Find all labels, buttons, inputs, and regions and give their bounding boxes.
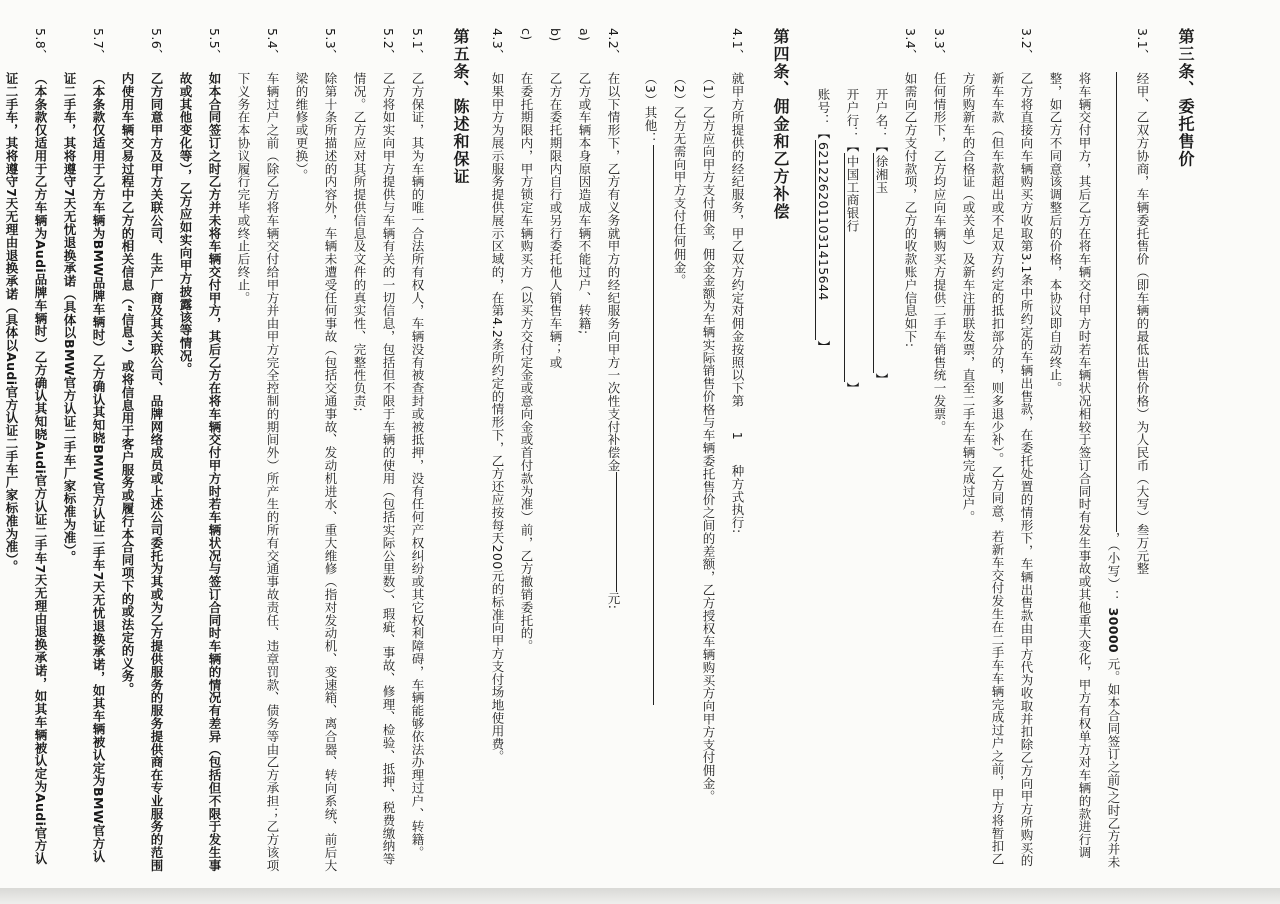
clause-3-4 (896, 28, 925, 872)
contract-text (4, 28, 1200, 872)
option-2-text: （2）乙方无需向甲方支付任何佣金。 (672, 72, 687, 287)
account-number-row: 账号：【6212262011031415644】 (816, 88, 831, 354)
clause-5-8-text: （本条款仅适用于乙方车辆为Audi品牌车辆时）乙方确认其知晓Audi官方认证二手车7天无理由退换承诺，如其车辆被认定为Audi官方认证二手车，其将遵守7天无理由退换承诺（具体以Audi官方认证二手车厂家标准为准）。 (4, 72, 48, 866)
clause-5-5 (171, 28, 229, 872)
account-name-row: 开户名：【徐湘玉】 (874, 88, 889, 387)
option-1-text: （1）乙方应向甲方支付佣金，佣金金额为车辆实际销售价格与车辆委托售价之间的差额，乙方授权车辆购买方向甲方支付佣金。 (701, 72, 716, 803)
clause-number: 5.6、 (149, 28, 164, 62)
clause-3-1-text-b: ，（小写）： (1106, 532, 1121, 604)
clause-5-2 (345, 28, 403, 872)
clause-3-2-text: 乙方将直接向车辆购买方收取第3.1条中所约定的车辆出售款，在委托处置的情形下，车辆出售款由甲方代为收取并扣除乙方向甲方所购买的新车车款（但车款超出或不足双方约定的抵扣部分的，则多退少补）。乙方同意，若新车交付发生在二手车车辆完成过户之前，甲方将暂扣乙方所购新车的合格证（或关单）及新车注册联发票，直至二手车车辆完成过户。 (961, 72, 1034, 868)
account-number-label: 账号：【 (816, 88, 831, 140)
clause-4-1-option-1 (694, 28, 723, 872)
clause-4-3-text: 如果甲方为展示服务提供展示区域的，在第4.2条所约定的情形下，乙方还应按每天200元的标准向甲方支付场地使用费。 (490, 72, 505, 764)
clause-4-2-text-a: 在以下情形下，乙方有义务就甲方的经纪服务向甲方一次性支付补偿金 (606, 72, 621, 472)
clause-5-1-text: 乙方保证，其为车辆的唯一合法所有权人，车辆没有被查封或被抵押，没有任何产权纠纷或其它权利障碍，车辆能够依法办理过户、转籍。 (410, 72, 425, 859)
item-a-text: 乙方或车辆本身原因造成车辆不能过户、转籍; (577, 72, 592, 335)
clause-5-6-text: 乙方同意甲方及甲方关联公司、生产厂商及其关联公司、品牌网络成员或上述公司委托为其或为乙方提供服务的服务提供商在专业服务的范围内使用车辆交易过程中乙方的相关信息（“信息”）或将信息用于客户服务或履行本合同项下的或法定的义务。 (120, 72, 164, 872)
clause-5-5-text: 如本合同签订之时乙方并未将车辆交付甲方，其后乙方在将车辆交付甲方时若车辆状况与签订合同时车辆的情况有差异（包括但不限于发生事故或其他变化等），乙方应如实向甲方披露该等情况。 (178, 72, 222, 872)
clause-4-2-b (541, 28, 570, 872)
item-mark: b) (548, 28, 563, 42)
clause-3-1-text-c: 元。如本合同签订之前/之时乙方并未将车辆交付甲方，其后乙方在将车辆交付甲方时若车辆状况相较于签订合同时有发生事故或其他重大变化，甲方有权单方对车辆的款进行调整，如乙方不同意该调整后的价格，本协议即自动终止。 (1048, 72, 1121, 869)
clause-4-2-a (570, 28, 599, 872)
clause-number: 5.7、 (91, 28, 106, 62)
clause-4-1-text-a: 就甲方所提供的经纪服务，甲乙双方约定对佣金按照以下第 (730, 72, 745, 408)
clause-3-2 (954, 28, 1041, 872)
clause-5-2-text: 乙方将如实向甲方提供与车辆有关的一切信息，包括但不限于车辆的使用（包括实际公里数）、瑕疵、事故、修理、检验、抵押、税费缴纳等情况。乙方应对其所提供信息及文件的真实性、完整性负责; (352, 72, 396, 866)
clause-number: 3.1、 (1135, 28, 1150, 62)
clause-4-2-c (512, 28, 541, 872)
clause-4-2 (599, 28, 628, 872)
section-5-title: 第五条、陈述和保证 (451, 28, 470, 186)
clause-number: 5.5、 (207, 28, 222, 62)
page-bottom-edge (0, 888, 1280, 904)
account-bank-row: 开户行：【中国工商银行】 (845, 88, 860, 395)
clause-number: 4.3、 (490, 28, 505, 62)
clause-4-2-text-b: 元: (606, 591, 621, 610)
clause-4-3 (483, 28, 512, 872)
clause-4-1-option-2 (665, 28, 694, 872)
clause-number: 3.3、 (932, 28, 947, 62)
clause-5-1 (403, 28, 432, 872)
commission-option-choice: 1 (730, 431, 745, 441)
clause-number: 5.4、 (265, 28, 280, 62)
clause-3-1 (1041, 28, 1157, 872)
price-lower-amount: 30000 (1106, 607, 1121, 654)
clause-5-4 (229, 28, 287, 872)
account-name-value: 徐湘玉 (873, 153, 889, 374)
clause-5-7-text: （本条款仅适用于乙方车辆为BMW品牌车辆时）乙方确认其知晓BMW官方认证二手车7天无忧退换承诺，如其车辆被认定为BMW官方认证二手车，其将遵守7天无忧退换承诺（具体以BMW官方认证二手车厂家标准为准）。 (62, 72, 106, 863)
clause-number: 5.1、 (410, 28, 425, 62)
account-bank-value: 中国工商银行 (844, 153, 860, 382)
account-bank-label: 开户行：【 (845, 88, 860, 153)
section-4-title: 第四条、佣金和乙方补偿 (771, 28, 790, 221)
clause-4-1-text-b: 种方式执行: (730, 464, 745, 534)
clause-number: 4.1、 (730, 28, 745, 62)
section-3-title: 第三条、委托售价 (1176, 28, 1195, 168)
compensation-blank (616, 472, 617, 592)
clause-4-1 (723, 28, 752, 872)
price-upper-blank (1116, 72, 1117, 532)
option-3-text: （3）其他： (643, 72, 658, 145)
clause-3-3-text: 任何情形下，乙方均应向车辆购买方提供二手车销售统一发票。 (932, 72, 947, 434)
clause-3-3 (925, 28, 954, 872)
item-mark: c) (519, 28, 534, 41)
clause-3-1-text-a: 经甲、乙双方协商，车辆委托售价（即车辆的最低出售价格）为人民币（大写）叁万元整 (1135, 72, 1150, 576)
clause-number: 5.3、 (323, 28, 338, 62)
item-b-text: 乙方在委托期限内自行或另行委托他人销售车辆；或 (548, 72, 563, 369)
clause-5-3 (287, 28, 345, 872)
clause-5-4-text: 车辆过户之前（除乙方将车辆交付给甲方并由甲方完全控制的期间外）所产生的所有交通事故责任、违章罚款、债务等由乙方承担；乙方该项下义务在本协议履行完毕或终止后终止。 (236, 72, 280, 872)
clause-4-1-option-3 (636, 28, 665, 872)
item-c-text: 在委托期限内，甲方锁定车辆购买方（以买方交付定金或意向金或首付款为准）前，乙方撤销委托的。 (519, 72, 534, 653)
clause-3-4-text: 如需向乙方支付款项，乙方的收款账户信息如下: (903, 72, 918, 348)
clause-number: 4.2、 (606, 28, 621, 62)
clause-5-3-text: 除第十条所描述的内容外，车辆未遭受任何事故（包括交通事故、发动机进水、重大维修（指对发动机、变速箱、离合器、转向系统、前后大梁的维修或更换）。 (294, 72, 338, 872)
clause-5-6 (113, 28, 171, 872)
clause-number: 3.4、 (903, 28, 918, 62)
clause-number: 5.8、 (33, 28, 48, 62)
item-mark: a) (577, 28, 592, 42)
option-3-blank (653, 145, 654, 705)
account-number-value: 6212262011031415644 (815, 140, 831, 341)
clause-5-8 (0, 28, 55, 872)
clause-number: 3.2、 (1019, 28, 1034, 62)
clause-number: 5.2、 (381, 28, 396, 62)
clause-5-7 (55, 28, 113, 872)
account-name-label: 开户名：【 (874, 88, 889, 153)
